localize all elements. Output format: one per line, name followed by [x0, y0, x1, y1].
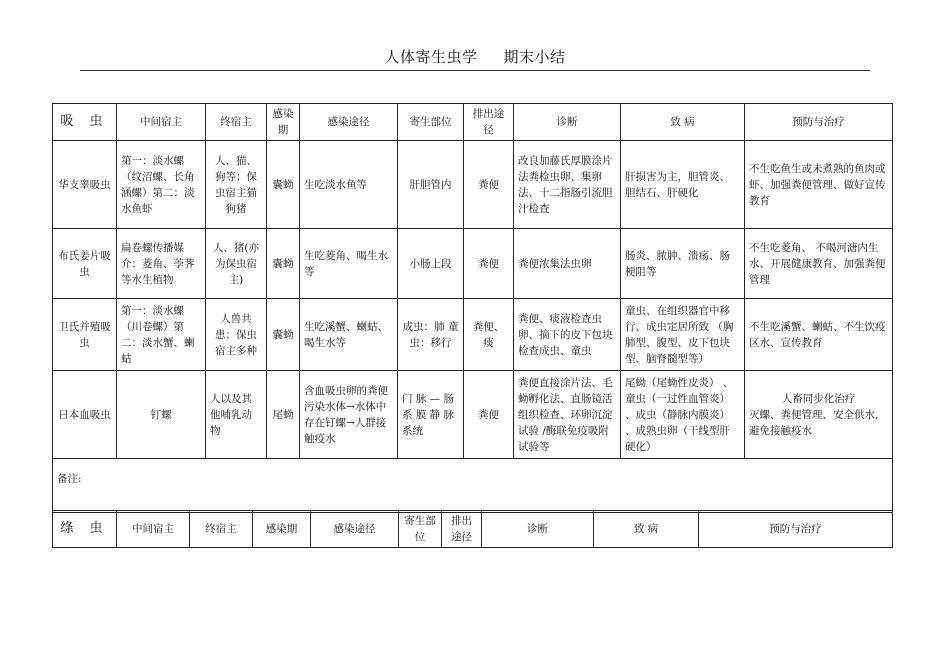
table-row	[53, 371, 893, 459]
pathogenesis: 肠炎、脓肿、溃疡、肠梗阻等	[621, 229, 745, 299]
remark-row	[53, 459, 893, 513]
col-header: 致 病	[594, 511, 699, 548]
infection-route: 生吃溪蟹、蝲蛄、喝生水等	[300, 299, 398, 371]
table-row	[53, 229, 893, 299]
prevention: 不生吃溪蟹、蝲蛄、不生饮疫区水、宣传教育	[745, 299, 893, 371]
title-term: 期末小结	[503, 48, 566, 66]
col-header: 中间宿主	[117, 104, 206, 141]
trematode-header-row	[53, 104, 893, 141]
definitive-host: 人以及其他哺乳动物	[206, 371, 267, 459]
cestode-table	[52, 510, 893, 548]
pathogenesis: 童虫、在组织器官中移行、成虫定居所致 （胸肺型、腹型、皮下包块型、脑脊髓型等）	[621, 299, 745, 371]
title-underline	[80, 70, 870, 71]
remark-note: 备注:	[53, 459, 893, 513]
diagnosis: 粪便直接涂片法、毛蚴孵化法、直肠镜活组织检查、环卵沉淀试验 /酶联免疫吸附试验等	[514, 371, 621, 459]
pathogenesis: 肝损害为主，胆管炎、胆结石、肝硬化	[621, 141, 745, 229]
title-subject: 人体寄生虫学	[384, 48, 478, 66]
infective-stage: 尾蚴	[267, 371, 300, 459]
trematode-table	[52, 103, 893, 513]
col-header: 终宿主	[190, 511, 253, 548]
excretion-route: 粪便、痰	[464, 299, 514, 371]
parasitic-site: 成虫：肺 童虫：移行	[398, 299, 464, 371]
diagnosis: 改良加藤氏厚膜涂片法粪检虫卵、集卵法、十二指肠引流胆汁检查	[514, 141, 621, 229]
pathogenesis: 尾蚴（尾蚴性皮炎） 、童虫（一过性血管炎） 、成虫（静脉内膜炎） 、成熟虫卵（干线型肝硬化）	[621, 371, 745, 459]
col-header: 诊断	[514, 104, 621, 141]
excretion-route: 粪便	[464, 229, 514, 299]
col-header: 寄生部位	[398, 104, 464, 141]
col-header: 预防与治疗	[699, 511, 893, 548]
infection-route: 生吃淡水鱼等	[300, 141, 398, 229]
infective-stage: 囊蚴	[267, 141, 300, 229]
intermediate-host: 扁卷螺传播媒介：菱角、荸荠等水生植物	[117, 229, 206, 299]
prevention: 不生吃鱼生或未煮熟的鱼肉或虾、加强粪便管理、做好宣传教育	[745, 141, 893, 229]
prevention-title: 人畜同步化治疗	[781, 392, 856, 405]
parasite-name: 布氏姜片吸虫	[53, 229, 117, 299]
prevention: 不生吃菱角、 不喝河溏内生水、开展健康教育、加强粪便管理	[745, 229, 893, 299]
page-title	[0, 46, 950, 67]
col-header: 预防与治疗	[745, 104, 893, 141]
infective-stage: 囊蚴	[267, 229, 300, 299]
definitive-host: 人兽共患；保虫宿主多种	[206, 299, 267, 371]
prevention-body: 灭螺、粪便管理、安全供水,避免接触疫水	[749, 408, 879, 437]
prevention	[745, 371, 893, 459]
infection-route: 生吃菱角、喝生水等	[300, 229, 398, 299]
col-header: 终宿主	[206, 104, 267, 141]
parasitic-site: 门 脉 — 肠 系 膜 静 脉 系统	[398, 371, 464, 459]
parasite-name: 日本血吸虫	[53, 371, 117, 459]
col-header: 中间宿主	[117, 511, 190, 548]
excretion-route: 粪便	[464, 371, 514, 459]
col-header: 排出途径	[442, 511, 482, 548]
col-header: 绦 虫	[53, 511, 117, 548]
definitive-host: 人、猪(亦为保虫宿主)	[206, 229, 267, 299]
intermediate-host: 第一：淡水螺（川卷螺）第二：淡水蟹、蝲蛄	[117, 299, 206, 371]
col-header: 诊断	[482, 511, 594, 548]
excretion-route: 粪便	[464, 141, 514, 229]
definitive-host: 人、猫、狗等；保虫宿主猫狗猪	[206, 141, 267, 229]
col-header: 感染途径	[300, 104, 398, 141]
col-header: 感染途径	[311, 511, 399, 548]
diagnosis: 粪便、痰液检查虫卵、摘下的皮下包块检查成虫、童虫	[514, 299, 621, 371]
infection-route: 含血吸虫卵的粪便污染水体→水体中存在钉螺→人群接触疫水	[300, 371, 398, 459]
col-header: 吸 虫	[53, 104, 117, 141]
diagnosis: 粪便浓集法虫卵	[514, 229, 621, 299]
col-header: 致 病	[621, 104, 745, 141]
table-row	[53, 299, 893, 371]
infective-stage: 囊蚴	[267, 299, 300, 371]
intermediate-host: 钉螺	[117, 371, 206, 459]
parasitic-site: 肝胆管内	[398, 141, 464, 229]
table-row	[53, 141, 893, 229]
col-header: 感染期	[253, 511, 311, 548]
col-header: 感染期	[267, 104, 300, 141]
cestode-header-row	[53, 511, 893, 548]
parasite-name: 卫氏并殖吸虫	[53, 299, 117, 371]
col-header: 排出途径	[464, 104, 514, 141]
parasite-name: 华支睾吸虫	[53, 141, 117, 229]
col-header: 寄生部位	[399, 511, 442, 548]
intermediate-host: 第一：淡水螺（纹沼螺、长角涵螺）第二：淡水鱼虾	[117, 141, 206, 229]
parasitic-site: 小肠上段	[398, 229, 464, 299]
